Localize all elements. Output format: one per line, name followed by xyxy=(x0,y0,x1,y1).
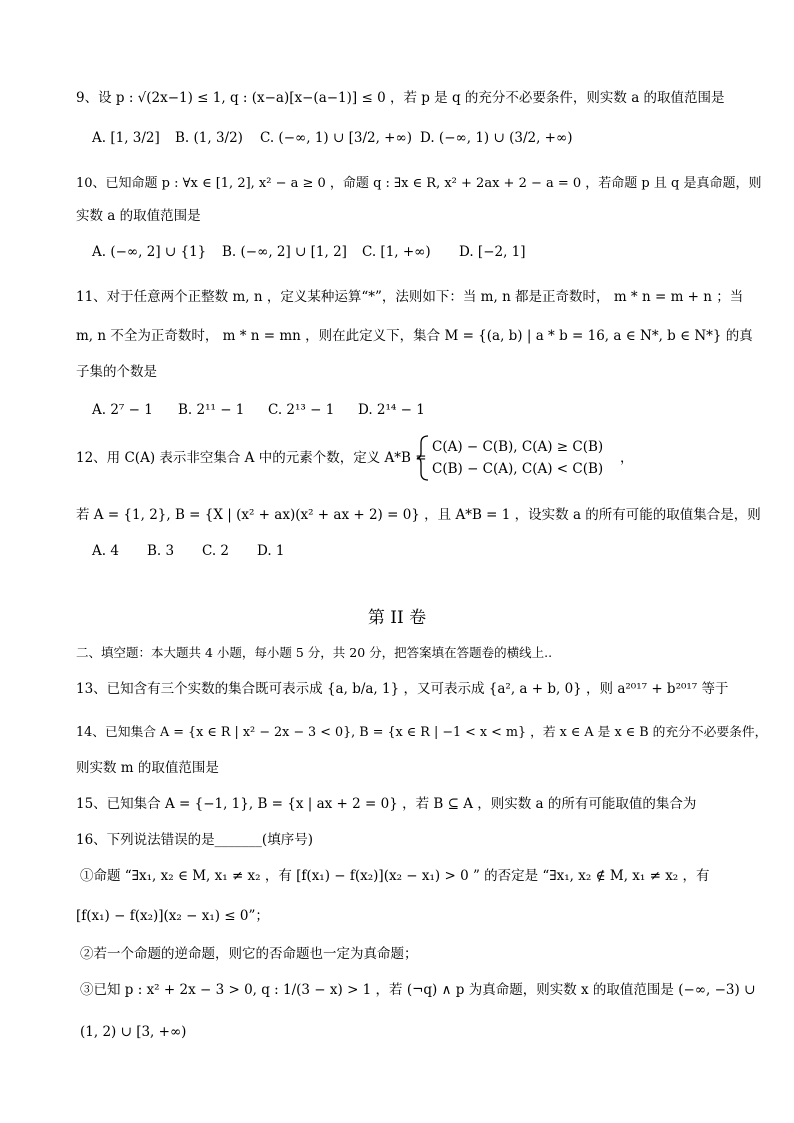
question-12-option-d: D. 1 xyxy=(257,543,285,559)
question-11-stem-line3: 子集的个数是 xyxy=(76,364,157,380)
question-14-line1: 14、已知集合 A = {x ∈ R | x² − 2x − 3 < 0}, B = {x ∈ R | −1 < x < m} ，若 x ∈ A 是 x ∈ B 的充分不必要条件， xyxy=(76,725,768,740)
question-10-stem-line1: 10、已知命题 p : ∀x ∈ [1, 2], x² − a ≥ 0 ，命题 q : ∃x ∈ R, x² + 2ax + 2 − a = 0 ，若命题 p 且 q 是真命题，则 xyxy=(76,176,762,191)
question-11-option-b: B. 2¹¹ − 1 xyxy=(178,402,245,418)
question-10-option-a: A. (−∞, 2] ∪ {1} xyxy=(92,244,207,260)
section-2-title: 第 II 卷 xyxy=(367,608,427,628)
question-10-stem-line2: 实数 a 的取值范围是 xyxy=(76,208,201,224)
question-11-option-c: C. 2¹³ − 1 xyxy=(268,402,335,418)
question-11-option-d: D. 2¹⁴ − 1 xyxy=(358,402,425,418)
question-16-item-3-line1: ③已知 p : x² + 2x − 3 > 0, q : 1/(3 − x) > 1 ，若 (¬q) ∧ p 为真命题，则实数 x 的取值范围是 (−∞, −3) ∪ xyxy=(80,982,756,998)
question-9-option-b: B. (1, 3/2) xyxy=(175,130,243,146)
question-16-item-3-line2: (1, 2) ∪ [3, +∞) xyxy=(80,1024,187,1040)
piecewise-brace xyxy=(416,435,430,481)
question-10-option-d: D. [−2, 1] xyxy=(459,244,526,260)
question-12-stem-line2: 若 A = {1, 2}, B = {X | (x² + ax)(x² + ax + 2) = 0} ，且 A*B = 1 ，设实数 a 的所有可能的取值集合是，则 xyxy=(76,507,761,523)
question-13: 13、已知含有三个实数的集合既可表示成 {a, b/a, 1} ，又可表示成 {a², a + b, 0} ，则 a²⁰¹⁷ + b²⁰¹⁷ 等于 xyxy=(76,681,729,697)
question-12-option-a: A. 4 xyxy=(92,543,119,559)
question-16-item-1-line2: [f(x₁) − f(x₂)](x₂ − x₁) ≤ 0”； xyxy=(76,908,269,924)
question-9-option-d: D. (−∞, 1) ∪ (3/2, +∞) xyxy=(420,130,573,146)
question-11-stem-line1: 11、对于任意两个正整数 m, n ，定义某种运算“*”，法则如下：当 m, n 都是正奇数时， m * n = m + n ；当 xyxy=(76,289,744,305)
question-12-case-2: C(B) − C(A), C(A) < C(B) xyxy=(432,461,604,477)
question-15: 15、已知集合 A = {−1, 1}, B = {x | ax + 2 = 0} ，若 B ⊆ A ，则实数 a 的所有可能取值的集合为 xyxy=(76,796,697,812)
question-9-option-a: A. [1, 3/2] xyxy=(92,130,160,146)
question-12-option-c: C. 2 xyxy=(202,543,230,559)
question-10-option-c: C. [1, +∞) xyxy=(362,244,431,260)
question-12-case-1: C(A) − C(B), C(A) ≥ C(B) xyxy=(432,439,604,455)
question-14-line2: 则实数 m 的取值范围是 xyxy=(76,760,219,776)
section-2-instruction: 二、填空题：本大题共 4 小题，每小题 5 分，共 20 分，把答案填在答题卷的横线上.. xyxy=(76,645,553,660)
question-12-option-b: B. 3 xyxy=(147,543,175,559)
question-11-stem-line2: m, n 不全为正奇数时， m * n = mn ，则在此定义下，集合 M = {(a, b) | a * b = 16, a ∈ N*, b ∈ N*} 的真 xyxy=(76,328,753,344)
question-16-item-2: ②若一个命题的逆命题，则它的否命题也一定为真命题； xyxy=(80,946,418,962)
question-12-stem-lead: 12、用 C(A) 表示非空集合 A 中的元素个数，定义 A*B = xyxy=(76,450,427,466)
question-16: 16、下列说法错误的是_______(填序号) xyxy=(76,832,313,848)
question-12-stem-tail: ， xyxy=(620,450,634,466)
question-11-option-a: A. 2⁷ − 1 xyxy=(92,402,153,418)
question-16-item-1-line1: ①命题 “∃x₁, x₂ ∈ M, x₁ ≠ x₂ ，有 [f(x₁) − f(x₂)](x₂ − x₁) > 0 ” 的否定是 “∃x₁, x₂ ∉ M, x₁ ≠ x₂ ，有 xyxy=(80,868,710,884)
question-9-option-c: C. (−∞, 1) ∪ [3/2, +∞) xyxy=(260,130,412,146)
question-9-stem: 9、设 p : √(2x−1) ≤ 1, q : (x−a)[x−(a−1)] ≤ 0 ，若 p 是 q 的充分不必要条件，则实数 a 的取值范围是 xyxy=(76,90,725,106)
question-10-option-b: B. (−∞, 2] ∪ [1, 2] xyxy=(222,244,347,260)
